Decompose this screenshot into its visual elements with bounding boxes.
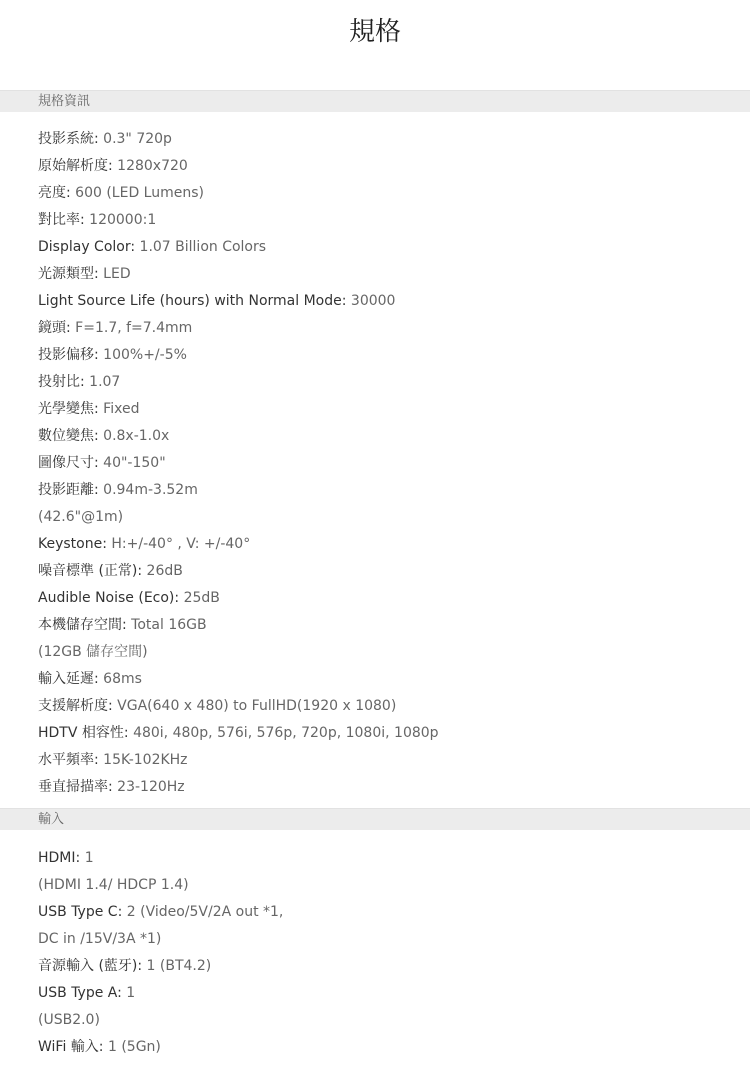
spec-label: 鏡頭:: [38, 320, 76, 336]
spec-value: 40"-150": [103, 455, 166, 471]
spec-row-contrast-ratio: [38, 207, 738, 234]
spec-value: 1: [84, 850, 94, 866]
spec-value: (HDMI 1.4/ HDCP 1.4): [38, 877, 189, 893]
spec-info-list: [38, 126, 738, 801]
spec-value: 1.07: [89, 374, 121, 390]
spec-label: 水平頻率:: [38, 752, 104, 768]
spec-label: 噪音標準 (正常):: [38, 563, 147, 579]
spec-row-digital-zoom: [38, 423, 738, 450]
spec-value: 120000:1: [89, 212, 157, 228]
spec-label: 圖像尺寸:: [38, 455, 104, 471]
spec-label: USB Type A:: [38, 985, 127, 1001]
spec-row-horizontal-frequency: [38, 747, 738, 774]
spec-value: 0.3" 720p: [103, 131, 172, 147]
spec-row-lens: [38, 315, 738, 342]
spec-row-native-resolution: [38, 153, 738, 180]
spec-label: 亮度:: [38, 185, 76, 201]
spec-label: 原始解析度:: [38, 158, 118, 174]
spec-value: 0.94m-3.52m: [103, 482, 198, 498]
spec-row-audio-input-bluetooth: [38, 953, 738, 980]
spec-row-supported-resolution: [38, 693, 738, 720]
spec-row-projection-distance-note: [38, 504, 738, 531]
spec-label: Keystone:: [38, 536, 112, 552]
spec-row-wifi-input: [38, 1034, 738, 1061]
section-title: 輸入: [38, 812, 65, 827]
spec-value: H:+/-40° , V: +/-40°: [111, 536, 251, 552]
spec-row-light-source-type: [38, 261, 738, 288]
spec-label: Display Color:: [38, 239, 140, 255]
spec-row-projection-distance: [38, 477, 738, 504]
spec-value: (42.6"@1m): [38, 509, 124, 525]
spec-label: 輸入延遲:: [38, 671, 104, 687]
spec-value: 0.8x-1.0x: [103, 428, 170, 444]
spec-row-input-lag: [38, 666, 738, 693]
input-list: [38, 845, 738, 1061]
spec-label: 對比率:: [38, 212, 90, 228]
spec-row-noise-normal: [38, 558, 738, 585]
spec-value: VGA(640 x 480) to FullHD(1920 x 1080): [117, 698, 397, 714]
section-header-spec-info: [0, 90, 750, 112]
spec-label: 投影距離:: [38, 482, 104, 498]
spec-row-projection-offset: [38, 342, 738, 369]
spec-row-optical-zoom: [38, 396, 738, 423]
spec-value: 600 (LED Lumens): [75, 185, 204, 201]
spec-label: 本機儲存空間:: [38, 617, 132, 633]
spec-row-usb-type-a-note: [38, 1007, 738, 1034]
spec-label: 光學變焦:: [38, 401, 104, 417]
spec-row-hdtv-compatibility: [38, 720, 738, 747]
spec-row-keystone: [38, 531, 738, 558]
spec-label: 支援解析度:: [38, 698, 118, 714]
spec-value: (12GB 儲存空間): [38, 644, 148, 660]
spec-value: (USB2.0): [38, 1012, 100, 1028]
spec-value: 30000: [350, 293, 396, 309]
spec-label: 投影偏移:: [38, 347, 104, 363]
spec-value: 100%+/-5%: [103, 347, 187, 363]
spec-label: Audible Noise (Eco):: [38, 590, 184, 606]
spec-label: 數位變焦:: [38, 428, 104, 444]
spec-value: LED: [103, 266, 131, 282]
spec-label: HDTV 相容性:: [38, 725, 134, 741]
spec-value: 1 (BT4.2): [146, 958, 212, 974]
spec-value: 68ms: [103, 671, 142, 687]
spec-value: 1 (5Gn): [107, 1039, 161, 1055]
spec-row-throw-ratio: [38, 369, 738, 396]
spec-value: Total 16GB: [131, 617, 207, 633]
spec-value: 1: [126, 985, 136, 1001]
spec-row-vertical-scan-rate: [38, 774, 738, 801]
spec-row-brightness: [38, 180, 738, 207]
spec-label: HDMI:: [38, 850, 85, 866]
spec-row-storage: [38, 612, 738, 639]
spec-value: 23-120Hz: [117, 779, 185, 795]
spec-row-hdmi: [38, 845, 738, 872]
spec-row-projection-system: [38, 126, 738, 153]
spec-value: 1280x720: [117, 158, 188, 174]
spec-label: 垂直掃描率:: [38, 779, 118, 795]
spec-row-display-color: [38, 234, 738, 261]
spec-value: 25dB: [183, 590, 220, 606]
section-title: 規格資訊: [38, 94, 91, 109]
spec-value: 2 (Video/5V/2A out *1,: [126, 904, 284, 920]
spec-row-light-source-life: [38, 288, 738, 315]
spec-row-usb-type-c: [38, 899, 738, 926]
spec-row-noise-eco: [38, 585, 738, 612]
spec-value: 15K-102KHz: [103, 752, 188, 768]
spec-value: 480i, 480p, 576i, 576p, 720p, 1080i, 1080p: [133, 725, 439, 741]
spec-label: USB Type C:: [38, 904, 127, 920]
spec-row-image-size: [38, 450, 738, 477]
spec-row-storage-note: [38, 639, 738, 666]
spec-label: 音源輸入 (藍牙):: [38, 958, 147, 974]
spec-label: WiFi 輸入:: [38, 1039, 108, 1055]
spec-row-usb-type-a: [38, 980, 738, 1007]
spec-label: Light Source Life (hours) with Normal Mode:: [38, 293, 351, 309]
spec-value: F=1.7, f=7.4mm: [75, 320, 193, 336]
spec-row-hdmi-note: [38, 872, 738, 899]
spec-label: 投射比:: [38, 374, 90, 390]
spec-row-usb-type-c-note: [38, 926, 738, 953]
spec-value: 1.07 Billion Colors: [139, 239, 267, 255]
spec-value: Fixed: [103, 401, 140, 417]
section-header-input: [0, 808, 750, 830]
spec-value: DC in /15V/3A *1): [38, 931, 162, 947]
spec-label: 投影系統:: [38, 131, 104, 147]
spec-label: 光源類型:: [38, 266, 104, 282]
page-title: 規格: [348, 17, 401, 47]
spec-value: 26dB: [146, 563, 183, 579]
